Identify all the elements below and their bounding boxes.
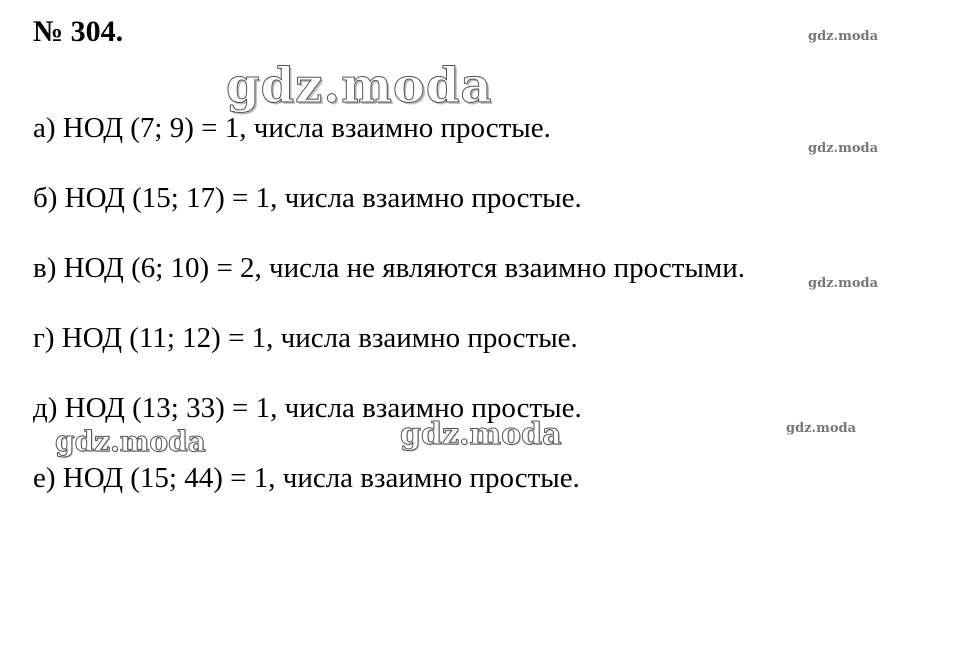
watermark-logo: gdz.moda	[400, 417, 562, 452]
answer-line-g: г) НОД (11; 12) = 1, числа взаимно простые.	[33, 322, 578, 354]
answer-line-e: е) НОД (15; 44) = 1, числа взаимно простые.	[33, 462, 580, 494]
watermark-small: gdz.moda	[808, 276, 879, 291]
watermark-logo: gdz.moda	[226, 58, 493, 114]
answer-line-a: а) НОД (7; 9) = 1, числа взаимно простые.	[33, 112, 551, 144]
watermark-logo: gdz.moda	[55, 425, 206, 458]
watermark-small: gdz.moda	[808, 29, 879, 44]
answer-line-b: б) НОД (15; 17) = 1, числа взаимно простые.	[33, 182, 582, 214]
task-number: № 304.	[33, 15, 124, 48]
answer-list	[33, 110, 745, 530]
answer-line-v: в) НОД (6; 10) = 2, числа не являются взаимно простыми.	[33, 252, 746, 284]
watermark-small: gdz.moda	[808, 141, 879, 156]
answer-line-d: д) НОД (13; 33) = 1, числа взаимно простые.	[33, 392, 582, 424]
watermark-small: gdz.moda	[786, 421, 857, 436]
